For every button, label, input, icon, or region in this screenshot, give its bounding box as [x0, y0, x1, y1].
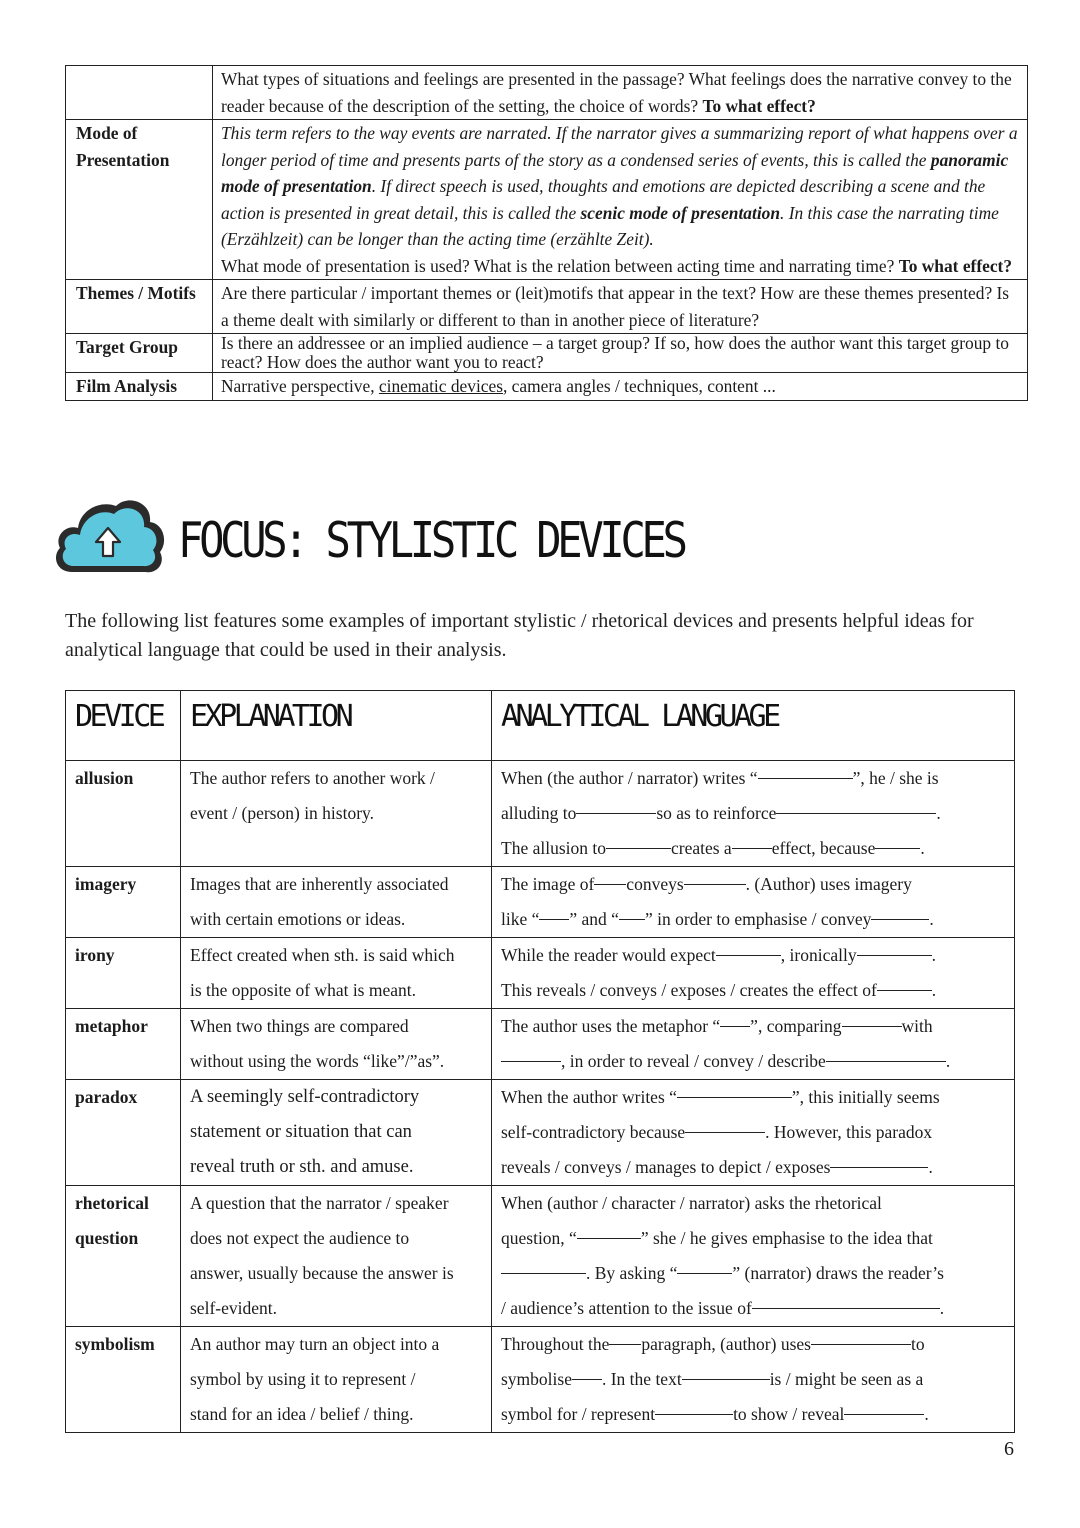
- fill-in-blank[interactable]: [677, 1080, 792, 1098]
- row-label: Film Analysis: [66, 373, 213, 401]
- devices-table-body: [66, 761, 1015, 1433]
- device-name: irony: [66, 938, 181, 1009]
- section-heading: FOCUS: STYLISTIC DEVICES: [178, 512, 684, 569]
- phrase-text: is / might be seen as a: [769, 1369, 924, 1389]
- language-line: [501, 831, 1006, 866]
- fill-in-blank[interactable]: [655, 1397, 733, 1415]
- table-row: [66, 1186, 1015, 1327]
- column-header-language: ANALYTICAL LANGUAGE: [492, 691, 1015, 761]
- device-explanation: [181, 1327, 492, 1433]
- device-name: symbolism: [66, 1327, 181, 1433]
- phrase-text: .: [939, 1298, 945, 1318]
- language-line: [501, 902, 1006, 937]
- row-content: Narrative perspective, cinematic devices, camera angles / techniques, content ...: [213, 373, 1028, 401]
- phrase-text: ”, this initially seems: [791, 1087, 940, 1107]
- phrase-text: .: [920, 838, 925, 858]
- analysis-aspects-table: [65, 65, 1028, 401]
- fill-in-blank[interactable]: [606, 831, 671, 849]
- phrase-text: , ironically: [780, 945, 857, 965]
- phrase-text: ”, comparing: [750, 1016, 842, 1036]
- analytical-language: [492, 867, 1015, 938]
- fill-in-blank[interactable]: [776, 796, 936, 814]
- phrase-text: . In the text: [601, 1369, 682, 1389]
- phrase-text: The allusion to: [501, 838, 606, 858]
- table-row: [66, 334, 1028, 373]
- fill-in-blank[interactable]: [677, 1256, 732, 1274]
- phrase-text: .: [931, 980, 937, 1000]
- column-header-explanation: EXPLANATION: [181, 691, 492, 761]
- phrase-text: effect, because: [771, 838, 876, 858]
- cloud-upload-icon: [50, 492, 168, 582]
- fill-in-blank[interactable]: [572, 1362, 602, 1380]
- explanation-line: symbol by using it to represent /: [190, 1369, 416, 1389]
- question-text: What mode of presentation is used? What is the relation between acting time and narrating time?: [221, 255, 895, 276]
- phrase-text: .: [945, 1051, 951, 1071]
- fill-in-blank[interactable]: [682, 1362, 770, 1380]
- phrase-text: to: [910, 1334, 925, 1354]
- explanation-line: reveal truth or sth. and amuse.: [190, 1157, 414, 1177]
- phrase-text: Throughout the: [501, 1334, 610, 1354]
- device-name: rhetorical question: [66, 1186, 181, 1327]
- fill-in-blank[interactable]: [857, 938, 932, 956]
- cinematic-devices-link: cinematic devices: [378, 376, 503, 396]
- device-explanation: [181, 938, 492, 1009]
- fill-in-blank[interactable]: [844, 1397, 924, 1415]
- table-row: [66, 373, 1028, 401]
- explanation-line: The author refers to another work /: [190, 768, 435, 788]
- content-bold-question: To what effect?: [898, 255, 1013, 276]
- phrase-text: to show / reveal: [733, 1404, 845, 1424]
- explanation-line: A question that the narrator / speaker: [190, 1193, 449, 1213]
- language-line: [501, 1115, 1006, 1150]
- phrase-text: The author uses the metaphor “: [501, 1016, 721, 1036]
- column-header-device: DEVICE: [66, 691, 181, 761]
- language-line: [501, 867, 1006, 902]
- table-row: [66, 761, 1015, 867]
- row-label: Mode of Presentation: [66, 120, 213, 280]
- fill-in-blank[interactable]: [826, 1044, 946, 1062]
- table-row: [66, 938, 1015, 1009]
- explanation-line: event / (person) in history.: [190, 803, 375, 823]
- explanation-line: When two things are compared: [190, 1016, 409, 1036]
- fill-in-blank[interactable]: [758, 761, 853, 779]
- phrase-text: .: [929, 909, 934, 929]
- phrase-text: The image of: [501, 874, 595, 894]
- table-row: [66, 1009, 1015, 1080]
- table-row: [66, 66, 1028, 120]
- intro-paragraph: The following list features some examples of important stylistic / rhetorical devices and presents helpful ideas for analytical language that could be used in their analysis.: [65, 610, 974, 661]
- phrase-text: so as to reinforce: [656, 803, 777, 823]
- explanation-line: is the opposite of what is meant.: [190, 980, 417, 1000]
- fill-in-blank[interactable]: [609, 1327, 641, 1345]
- analytical-language: [492, 938, 1015, 1009]
- explanation-line: Effect created when sth. is said which: [190, 945, 455, 965]
- row-content: [213, 66, 1028, 120]
- explanation-line: without using the words “like”/”as”.: [190, 1051, 445, 1071]
- row-content: [213, 120, 1028, 280]
- language-line: [501, 1150, 1006, 1185]
- fill-in-blank[interactable]: [877, 973, 932, 991]
- explanation-line: does not expect the audience to: [190, 1228, 410, 1248]
- phrase-text: ” in order to emphasise / convey: [644, 909, 872, 929]
- fill-in-blank[interactable]: [716, 938, 781, 956]
- phrase-text: like “: [501, 909, 540, 929]
- language-line: [501, 1362, 1006, 1397]
- term-scenic: scenic mode of presentation: [580, 202, 781, 223]
- explanation-line: A seemingly self-contradictory: [190, 1087, 420, 1107]
- phrase-text: ”, he / she is: [852, 768, 939, 788]
- language-line: [501, 1221, 1006, 1256]
- explanation-line: An author may turn an object into a: [190, 1334, 440, 1354]
- device-explanation: [181, 867, 492, 938]
- explanation-line: self-evident.: [190, 1298, 277, 1318]
- phrase-text: alluding to: [501, 803, 577, 823]
- phrase-text: conveys: [626, 874, 684, 894]
- content-text: What types of situations and feelings are presented in the passage? What feelings does the narrative convey to the reader because of the description of the setting, the choice of words?: [221, 69, 1012, 116]
- table-row: [66, 120, 1028, 280]
- fill-in-blank[interactable]: [752, 1291, 940, 1309]
- explanation-line: stand for an idea / belief / thing.: [190, 1404, 414, 1424]
- device-explanation: [181, 1009, 492, 1080]
- row-content: Are there particular / important themes or (leit)motifs that appear in the text? How are these themes presented? Is a theme dealt with similarly or different to than in another piece of literature?: [213, 280, 1028, 334]
- language-line: [501, 1009, 1006, 1044]
- stylistic-devices-table: [65, 690, 1015, 1433]
- device-explanation: [181, 761, 492, 867]
- row-label: Themes / Motifs: [66, 280, 213, 334]
- phrase-text: .: [931, 945, 936, 965]
- language-line: [501, 1397, 1006, 1432]
- fill-in-blank[interactable]: [576, 796, 656, 814]
- explanation-line: Images that are inherently associated: [190, 874, 449, 894]
- language-line: [501, 1044, 1006, 1079]
- device-name: allusion: [66, 761, 181, 867]
- phrase-text: / audience’s attention to the issue of: [501, 1298, 752, 1318]
- phrase-text: When the author writes “: [501, 1087, 677, 1107]
- fill-in-blank[interactable]: [684, 867, 746, 885]
- fill-in-blank[interactable]: [720, 1009, 750, 1027]
- language-line: [501, 1327, 1006, 1362]
- fill-in-blank[interactable]: [830, 1150, 928, 1168]
- fill-in-blank[interactable]: [539, 902, 569, 920]
- fill-in-blank[interactable]: [732, 831, 772, 849]
- table-header-row: [66, 691, 1015, 761]
- analytical-language: [492, 761, 1015, 867]
- device-name: imagery: [66, 867, 181, 938]
- phrase-text: This reveals / conveys / exposes / creates the effect of: [501, 980, 877, 1000]
- fill-in-blank[interactable]: [501, 1256, 586, 1274]
- page-number: 6: [1004, 1438, 1014, 1460]
- fill-in-blank[interactable]: [619, 902, 645, 920]
- device-name: paradox: [66, 1080, 181, 1186]
- fill-in-blank[interactable]: [594, 867, 626, 885]
- table-row: [66, 1327, 1015, 1433]
- row-content: Is there an addressee or an implied audience – a target group? If so, how does the author want this target group to react? How does the author want you to react?: [213, 334, 1028, 373]
- table-row: [66, 280, 1028, 334]
- term-panoramic: panoramic mode of presentation: [221, 149, 1009, 196]
- explanation-line: statement or situation that can: [190, 1122, 412, 1142]
- language-line: [501, 1080, 1006, 1115]
- phrase-text: self-contradictory because: [501, 1122, 686, 1142]
- phrase-text: reveals / conveys / manages to depict / exposes: [501, 1157, 831, 1177]
- phrase-text: .: [936, 803, 941, 823]
- phrase-text: symbol for / represent: [501, 1404, 656, 1424]
- language-line: [501, 796, 1006, 831]
- explanation-line: with certain emotions or ideas.: [190, 909, 406, 929]
- fill-in-blank[interactable]: [685, 1115, 765, 1133]
- language-line: [501, 938, 1006, 973]
- content-bold-question: To what effect?: [702, 95, 816, 116]
- phrase-text: When (author / character / narrator) asks the rhetorical: [501, 1193, 882, 1213]
- language-line: [501, 1186, 1006, 1221]
- analytical-language: [492, 1080, 1015, 1186]
- fill-in-blank[interactable]: [577, 1221, 641, 1239]
- phrase-text: ” she / he gives emphasise to the idea that: [640, 1228, 933, 1248]
- phrase-text: question, “: [501, 1228, 577, 1248]
- table-row: [66, 1080, 1015, 1186]
- phrase-text: While the reader would expect: [501, 945, 716, 965]
- phrase-text: creates a: [670, 838, 732, 858]
- explanation-line: answer, usually because the answer is: [190, 1263, 454, 1283]
- phrase-text: .: [924, 1404, 929, 1424]
- phrase-text: .: [928, 1157, 933, 1177]
- fill-in-blank[interactable]: [501, 1044, 561, 1062]
- phrase-text: . (Author) uses imagery: [745, 874, 912, 894]
- fill-in-blank[interactable]: [842, 1009, 902, 1027]
- analytical-language: [492, 1327, 1015, 1433]
- device-name: metaphor: [66, 1009, 181, 1080]
- language-line: [501, 973, 1006, 1008]
- phrase-text: When (the author / narrator) writes “: [501, 768, 758, 788]
- phrase-text: symbolise: [501, 1369, 572, 1389]
- device-explanation: [181, 1186, 492, 1327]
- phrase-text: with: [901, 1016, 933, 1036]
- phrase-text: . By asking “: [586, 1263, 678, 1283]
- language-line: [501, 1256, 1006, 1291]
- fill-in-blank[interactable]: [871, 902, 929, 920]
- fill-in-blank[interactable]: [811, 1327, 911, 1345]
- definition-text: This term refers to the way events are narrated. If the narrator gives a summarizing report of what happens over a longer period of time and presents parts of the story as a condensed series of events, this is called the panoramic mode of presentation. If direct speech is used, thoughts and emotions are depicted describing a scene and the action is presented in great detail, this is called the scenic mode of presentation. In this case the narrating time (Erzählzeit) can be longer than the acting time (erzählte Zeit).: [221, 123, 1018, 249]
- device-explanation: [181, 1080, 492, 1186]
- phrase-text: ” (narrator) draws the reader’s: [732, 1263, 944, 1283]
- analytical-language: [492, 1009, 1015, 1080]
- row-label: [66, 66, 213, 120]
- table-row: [66, 867, 1015, 938]
- phrase-text: , in order to reveal / convey / describe: [561, 1051, 826, 1071]
- phrase-text: paragraph, (author) uses: [641, 1334, 811, 1354]
- language-line: [501, 761, 1006, 796]
- language-line: [501, 1291, 1006, 1326]
- phrase-text: ” and “: [569, 909, 619, 929]
- fill-in-blank[interactable]: [875, 831, 920, 849]
- row-label: Target Group: [66, 334, 213, 373]
- phrase-text: . However, this paradox: [765, 1122, 933, 1142]
- analytical-language: [492, 1186, 1015, 1327]
